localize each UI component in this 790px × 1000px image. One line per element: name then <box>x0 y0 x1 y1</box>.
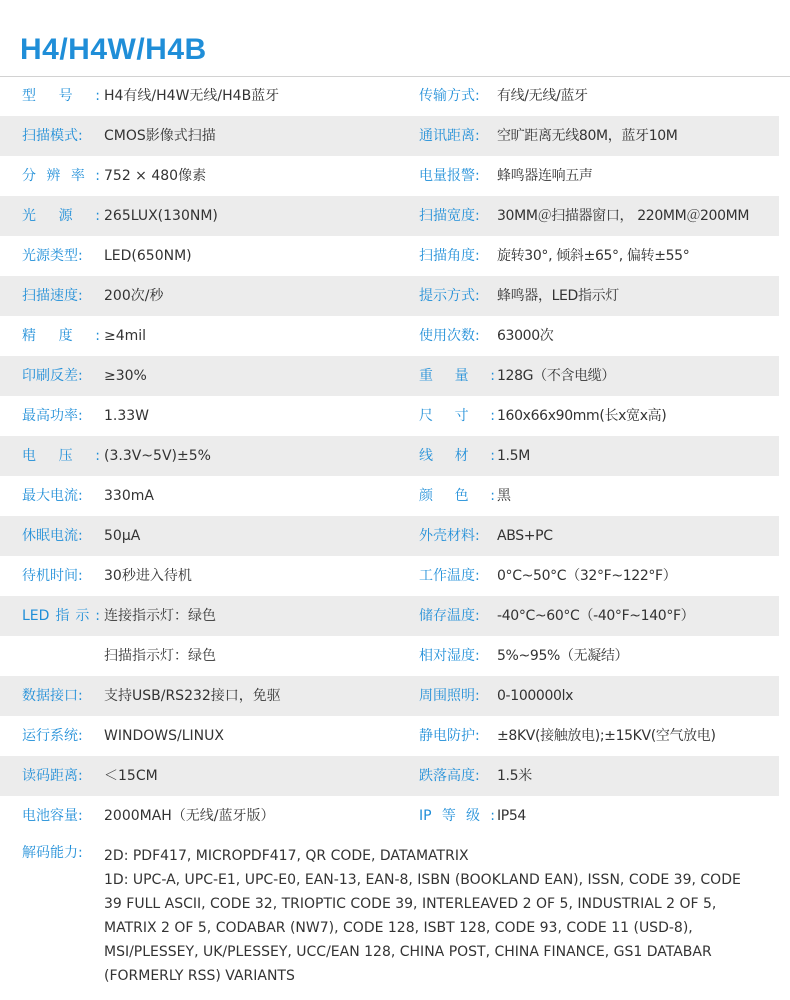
spec-value-right: 1.5M <box>497 448 530 464</box>
spec-label-right: 跌落高度: <box>419 768 480 784</box>
spec-value-right: 1.5米 <box>497 768 532 784</box>
spec-label-right: 颜 色 : <box>419 488 495 504</box>
spec-value-right: 黑 <box>497 488 511 504</box>
spec-value-left: LED(650NM) <box>104 248 192 264</box>
spec-label-right: 周围照明: <box>419 688 480 704</box>
spec-value-right: IP54 <box>497 808 526 824</box>
spec-row <box>0 436 779 476</box>
spec-label-right: 通讯距离: <box>419 128 480 144</box>
spec-row <box>0 116 779 156</box>
spec-row <box>0 396 779 436</box>
spec-label-right: IP 等 级 : <box>419 808 495 824</box>
spec-value-right: 旋转30°, 倾斜±65°, 偏转±55° <box>497 248 690 264</box>
decode-capability-text <box>104 844 776 988</box>
page-title: H4/H4W/H4B <box>20 33 207 66</box>
spec-value-right: 0-100000lx <box>497 688 574 704</box>
decode-capability-label: 解码能力: <box>22 845 83 861</box>
spec-label-right: 扫描宽度: <box>419 208 480 224</box>
spec-label-left: 分 辨 率 : <box>22 168 100 184</box>
spec-value-left: 265LUX(130NM) <box>104 208 218 224</box>
spec-label-left: 印刷反差: <box>22 368 83 384</box>
spec-table <box>0 76 790 836</box>
decode-line: (FORMERLY RSS) VARIANTS <box>104 968 295 984</box>
spec-label-right: 扫描角度: <box>419 248 480 264</box>
spec-label-left: 精 度 : <box>22 328 100 344</box>
spec-label-left: 运行系统: <box>22 728 83 744</box>
spec-value-right: 160x66x90mm(长x宽x高) <box>497 408 667 424</box>
spec-label-right: 电量报警: <box>419 168 480 184</box>
spec-value-right: 空旷距离无线80M，蓝牙10M <box>497 128 678 144</box>
spec-value-left: 扫描指示灯：绿色 <box>104 648 216 664</box>
spec-value-left: ＜15CM <box>104 768 158 784</box>
spec-label-left <box>22 636 100 676</box>
spec-value-right: 128G（不含电缆） <box>497 368 616 384</box>
spec-label-right: 外壳材料: <box>419 528 480 544</box>
spec-value-left: 752 × 480像素 <box>104 168 207 184</box>
spec-value-left: 30秒进入待机 <box>104 568 192 584</box>
spec-row <box>0 156 779 196</box>
spec-row <box>0 276 779 316</box>
spec-value-left: 2000MAH（无线/蓝牙版） <box>104 808 275 824</box>
spec-label-right: 储存温度: <box>419 608 480 624</box>
spec-row <box>0 716 779 756</box>
spec-label-left: 扫描模式: <box>22 128 83 144</box>
decode-line: MSI/PLESSEY, UK/PLESSEY, UCC/EAN 128, CHINA POST, CHINA FINANCE, GS1 DATABAR <box>104 944 712 960</box>
spec-value-left: 连接指示灯：绿色 <box>104 608 216 624</box>
spec-label-right: 静电防护: <box>419 728 480 744</box>
spec-value-left: WINDOWS/LINUX <box>104 728 224 744</box>
spec-label-left: 数据接口: <box>22 688 83 704</box>
spec-value-left: ≥4mil <box>104 328 147 344</box>
spec-row <box>0 596 779 636</box>
spec-value-right: 5%~95%（无凝结） <box>497 648 629 664</box>
spec-row <box>0 796 779 836</box>
spec-row <box>0 556 779 596</box>
spec-label-left: 电 压 : <box>22 448 100 464</box>
spec-row <box>0 476 779 516</box>
spec-row <box>0 636 779 676</box>
spec-value-right: 0°C~50°C（32°F~122°F） <box>497 568 677 584</box>
spec-label-right: 工作温度: <box>419 568 480 584</box>
decode-line: 2D: PDF417, MICROPDF417, QR CODE, DATAMATRIX <box>104 848 469 864</box>
spec-label-right: 使用次数: <box>419 328 480 344</box>
spec-label-right: 线 材 : <box>419 448 495 464</box>
spec-value-left: (3.3V~5V)±5% <box>104 448 211 464</box>
spec-label-left: 型 号 : <box>22 88 100 104</box>
spec-value-right: -40°C~60°C（-40°F~140°F） <box>497 608 695 624</box>
spec-row <box>0 756 779 796</box>
spec-label-left: 光 源 : <box>22 208 100 224</box>
spec-value-left: 支持USB/RS232接口，免驱 <box>104 688 281 704</box>
spec-value-left: 50μA <box>104 528 141 544</box>
spec-value-left: CMOS影像式扫描 <box>104 128 216 144</box>
spec-label-left: 最大电流: <box>22 488 83 504</box>
decode-line: MATRIX 2 OF 5, CODABAR (NW7), CODE 128, ISBT 128, CODE 93, CODE 11 (USD-8), <box>104 920 693 936</box>
spec-row <box>0 516 779 556</box>
spec-label-right: 相对湿度: <box>419 648 480 664</box>
spec-label-left: LED 指 示 : <box>22 608 100 624</box>
spec-value-right: 蜂鸣器连响五声 <box>497 168 593 184</box>
spec-value-left: ≥30% <box>104 368 147 384</box>
spec-value-right: 蜂鸣器，LED指示灯 <box>497 288 619 304</box>
spec-row <box>0 316 779 356</box>
spec-value-right: ±8KV(接触放电);±15KV(空气放电) <box>497 728 716 744</box>
spec-row <box>0 236 779 276</box>
spec-value-right: 63000次 <box>497 328 554 344</box>
spec-value-left: 200次/秒 <box>104 288 164 304</box>
spec-row <box>0 356 779 396</box>
spec-label-left: 休眠电流: <box>22 528 83 544</box>
spec-value-right: ABS+PC <box>497 528 553 544</box>
decode-line: 39 FULL ASCII, CODE 32, TRIOPTIC CODE 39, INTERLEAVED 2 OF 5, INDUSTRIAL 2 OF 5, <box>104 896 717 912</box>
spec-value-left: 330mA <box>104 488 154 504</box>
spec-row <box>0 76 779 116</box>
spec-value-right: 30MM＠扫描器窗口， 220MM＠200MM <box>497 208 750 224</box>
spec-label-left: 光源类型: <box>22 248 83 264</box>
spec-label-left: 待机时间: <box>22 568 83 584</box>
spec-row <box>0 196 779 236</box>
spec-label-right: 传输方式: <box>419 88 480 104</box>
decode-line: 1D: UPC-A, UPC-E1, UPC-E0, EAN-13, EAN-8, ISBN (BOOKLAND EAN), ISSN, CODE 39, CODE <box>104 872 741 888</box>
spec-label-left: 读码距离: <box>22 768 83 784</box>
spec-label-left: 电池容量: <box>22 808 83 824</box>
spec-label-right: 尺 寸 : <box>419 408 495 424</box>
spec-value-left: 1.33W <box>104 408 150 424</box>
spec-label-left: 最高功率: <box>22 408 83 424</box>
spec-value-left: H4有线/H4W无线/H4B蓝牙 <box>104 88 280 104</box>
spec-label-left: 扫描速度: <box>22 288 83 304</box>
spec-value-right: 有线/无线/蓝牙 <box>497 88 588 104</box>
spec-label-right: 提示方式: <box>419 288 480 304</box>
spec-row <box>0 676 779 716</box>
spec-label-right: 重 量 : <box>419 368 495 384</box>
